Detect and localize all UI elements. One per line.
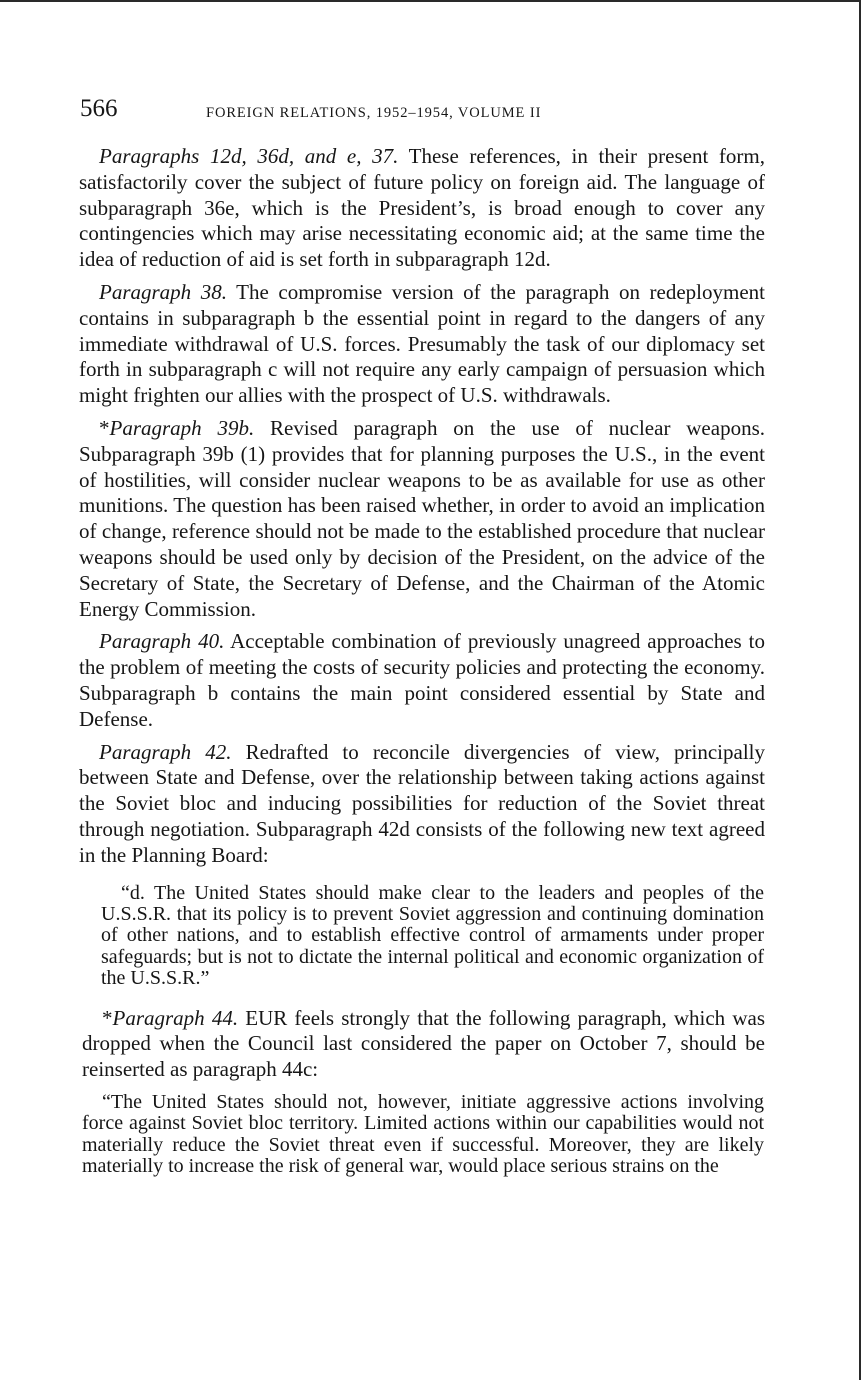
- paragraph-text: Redrafted to reconcile divergencies of view, principally between State and Defense, over the relationship between taking actions against the Soviet bloc and inducing possibilities for reduction of the Soviet threat through negotiation. Subparagraph 42d consists of the following new text agreed in the Planning Board:: [79, 739, 765, 867]
- paragraph-text: Revised paragraph on the use of nuclear weapons. Subparagraph 39b (1) provides that for planning purposes the U.S., in the event of hostilities, will consider nuclear weapons to be as available for use as other munitions. The question has been raised whether, in order to avoid an implication of change, reference should not be made to the established procedure that nuclear weapons should be used only by decision of the President, on the advice of the Secretary of State, the Secretary of Defense, and the Chairman of the Atomic Energy Commission.: [79, 415, 765, 621]
- paragraph-label: Paragraphs 12d, 36d, and e, 37.: [99, 144, 399, 168]
- page-number: 566: [80, 95, 118, 122]
- page-header: [80, 94, 770, 128]
- paragraph-42: [79, 740, 765, 869]
- block-quote-42d: [79, 883, 765, 990]
- asterisk-marker: *: [102, 1005, 113, 1030]
- block-quote-44c: [79, 1092, 765, 1178]
- asterisk-marker: *: [99, 415, 110, 440]
- paragraph-text: Acceptable combination of previously unagreed approaches to the problem of meeting the costs of security policies and protecting the economy. Subparagraph b contains the main point considered essential by State and Defense.: [79, 629, 765, 731]
- paragraph-text: The compromise version of the paragraph on redeployment contains in subparagraph b the essential point in regard to the dangers of any immediate withdrawal of U.S. forces. Presumably the task of our diplomacy set forth in subparagraph c will not require any early campaign of persuasion which might frighten our allies with the prospect of U.S. withdrawals.: [79, 279, 765, 408]
- paragraph-40: [79, 629, 765, 732]
- paragraph-12d-36d-37: [79, 144, 765, 273]
- paragraph-label: Paragraph 38.: [99, 279, 227, 304]
- paragraph-text: These references, in their present form, satisfactorily cover the subject of future policy on foreign aid. The language of subparagraph 36e, which is the President’s, is broad enough to cover any contingencies which may arise necessitating economic aid; at the same time the idea of reduction of aid is set forth in subparagraph 12d.: [79, 144, 765, 272]
- paragraph-label: Paragraph 39b.: [109, 415, 255, 440]
- paragraph-44: [79, 1006, 765, 1083]
- paragraph-label: Paragraph 40.: [99, 629, 225, 654]
- paragraph-39b: [79, 416, 765, 622]
- quote-text: “The United States should not, however, initiate aggressive actions involving force against Soviet bloc territory. Limited actions within our capabilities would not materially reduce the Soviet threat even if successful. Moreover, they are likely materially to increase the risk of general war, would place serious strains on the: [82, 1090, 764, 1178]
- running-title: FOREIGN RELATIONS, 1952–1954, VOLUME II: [206, 105, 542, 121]
- document-body: [79, 144, 765, 1178]
- paragraph-label: Paragraph 44.: [112, 1005, 239, 1030]
- paragraph-text: EUR feels strongly that the following paragraph, which was dropped when the Council last considered the paper on October 7, should be reinserted as paragraph 44c:: [82, 1005, 765, 1082]
- quote-text: “d. The United States should make clear to the leaders and peoples of the U.S.S.R. that its policy is to prevent Soviet aggression and continuing domination of other nations, and to establish effective control of armaments under proper safeguards; but is not to dictate the internal political and economic organization of the U.S.S.R.”: [101, 881, 764, 990]
- paragraph-38: [79, 280, 765, 409]
- paragraph-label: Paragraph 42.: [99, 739, 232, 764]
